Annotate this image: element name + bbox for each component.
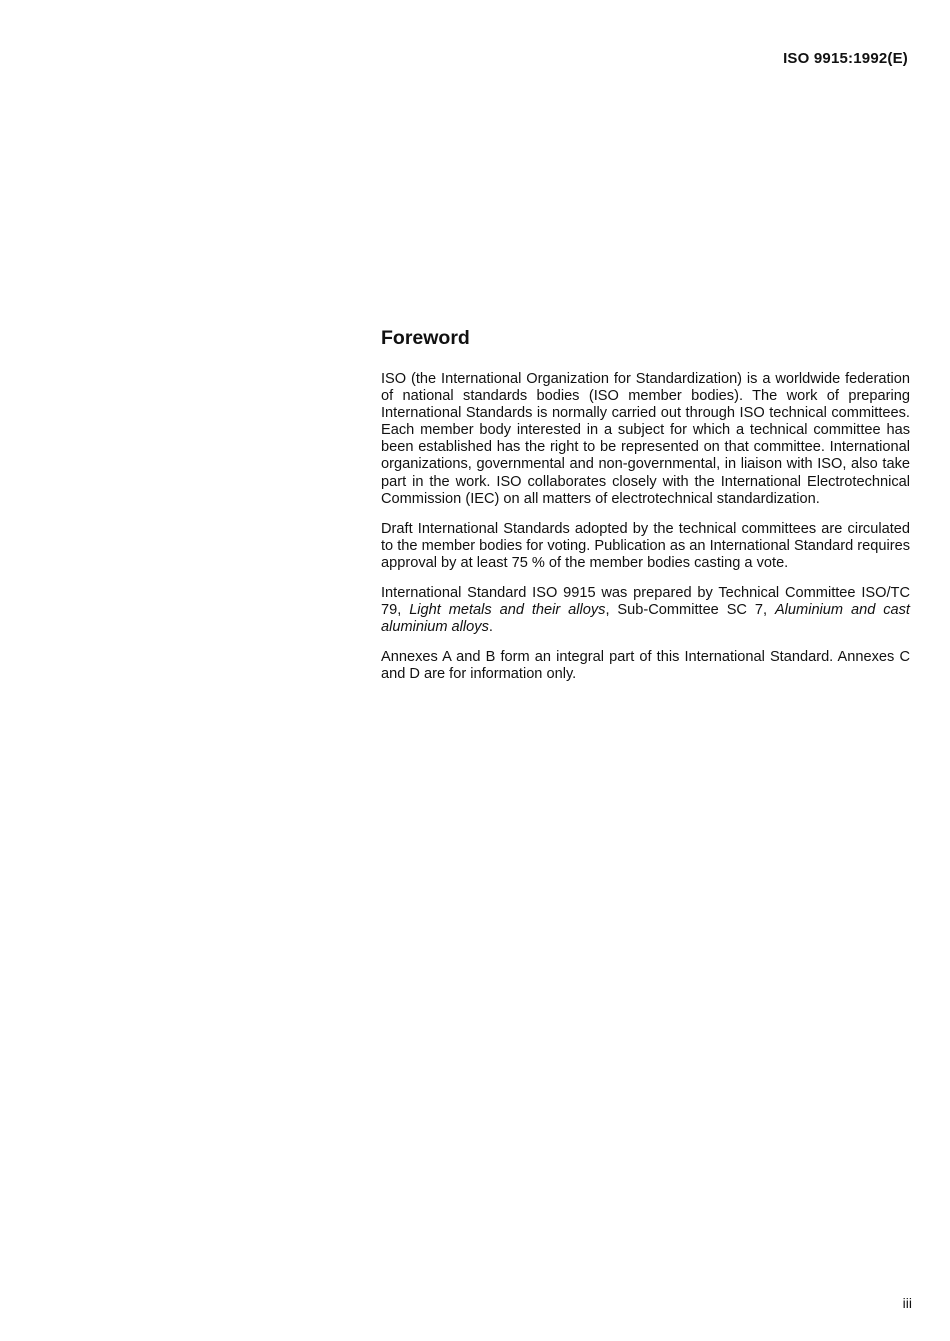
foreword-paragraph-3 [381, 585, 910, 636]
paragraph-3-text-after: . [488, 619, 493, 636]
subcommittee-title: Aluminium and cast aluminium alloys [381, 602, 910, 636]
document-code: ISO 9915:1992(E) [783, 50, 908, 67]
paragraph-3-text-middle: , Sub-Committee SC 7, [605, 602, 775, 619]
foreword-paragraph-2: Draft International Standards adopted by the technical committees are circulated to the member bodies for voting. Publication as an International Standard requires approval by at least 75 % of the member bodies casting a vote. [381, 520, 910, 571]
foreword-paragraph-4: Annexes A and B form an integral part of this International Standard. Annexes C and D are for information only. [381, 649, 910, 683]
foreword-body [381, 371, 910, 697]
page-number: iii [902, 1295, 912, 1311]
foreword-paragraph-1: ISO (the International Organization for Standardization) is a worldwide federation of national standards bodies (ISO member bodies). The work of preparing International Standards is normally carried out through ISO technical committees. Each member body interested in a subject for which a technical committee has been established has the right to be represented on that committee. International organizations, governmental and non-governmental, in liaison with ISO, also take part in the work. ISO collaborates closely with the International Electrotechnical Commission (IEC) on all matters of electrotechnical standardization. [381, 371, 910, 507]
committee-title: Light metals and their alloys [409, 602, 606, 619]
paragraph-3-text-before: International Standard ISO 9915 was prepared by Technical Committee ISO/TC 79, [381, 585, 910, 619]
foreword-heading: Foreword [381, 327, 470, 349]
